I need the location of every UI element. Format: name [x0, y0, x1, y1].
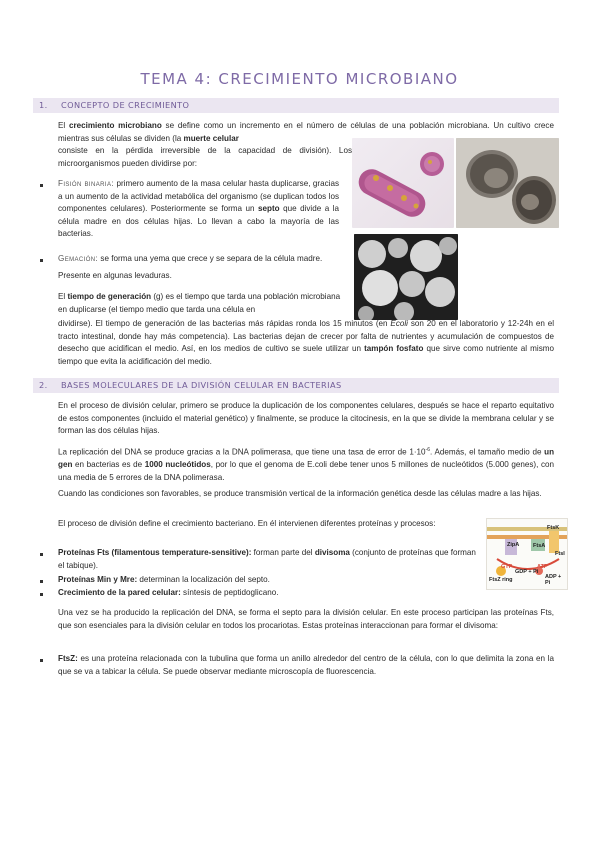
ftsi-label: FtsI: [555, 551, 565, 557]
term-label: Gemación:: [58, 254, 99, 263]
text: en bacterias es de: [72, 460, 145, 470]
text: determinan la localización del septo.: [137, 575, 270, 584]
text: es una proteína relacionada con la tubulina que forma un anillo alrededor del centro de la célula, con lo que delimita la zona en la que se va a tabicar la célula. Se puede observar mediante microscopía de fluorescencia.: [58, 654, 554, 676]
ftsa-label: FtsA: [533, 543, 546, 549]
s2-paragraph-3: Cuando las condiciones son favorables, se produce transmisión vertical de la información genética desde las células madre a las hijas.: [58, 489, 542, 498]
text: dividirse). El tiempo de generación de las bacterias más rápidas ronda los 15 minutos (en: [58, 319, 391, 328]
gemacion-paragraph: [58, 253, 348, 266]
atp-label: ATP: [537, 564, 548, 570]
text: (g) es el tiempo que tarda una población microbiana en duplicarse (el tiempo medio que tarda una célula en: [58, 292, 341, 314]
s2-paragraph-2: [58, 444, 554, 484]
text: que sirve como nutriente al mismo tiempo que evita la acidificación del medio.: [58, 344, 555, 366]
bullet: [40, 659, 43, 662]
ftsz-ring-label: FtsZ ring: [489, 577, 513, 583]
text: , por lo que el genoma de E.coli debe tener unos 5 millones de nucleótidos (5.000 genes), con una media de 5 errores de la DNA polimerasa.: [58, 460, 554, 482]
adp-label: ADP + Pi: [545, 574, 562, 586]
yeast-cells-illustration: [354, 234, 458, 320]
s2-paragraph-1: En el proceso de división celular, primero se produce la duplicación de los componentes celulares, después se hace el reparto equitativo de estos componentes (incluido el material genético) y finalmente, se produce la citocinesis, en la que se divide la membrana celular y se forman las dos células hijas.: [58, 401, 554, 436]
tem-bacteria-illustration: [456, 138, 559, 228]
text: son 20 en el laboratorio y 12-24h en el tracto intestinal, donde hay más competencia). Las bacterias dejan de crecer por falta de nutrientes y acumulación de compuestos de desecho que acidifican el medio. Así, en los medios de cultivo se suele utilizar un: [58, 319, 554, 354]
italic-term: Ecoli: [390, 319, 408, 328]
text: se forma una yema que crece y se separa de la célula madre.: [98, 254, 323, 263]
page-title: TEMA 4: CRECIMIENTO MICROBIANO: [140, 70, 459, 88]
text: . Además, el tamaño medio de: [430, 447, 545, 457]
gemacion-paragraph-cont: [58, 270, 348, 283]
text: El: [58, 121, 69, 130]
bullet: [40, 259, 43, 262]
generation-time-paragraph: [58, 291, 343, 316]
bold-term: crecimiento microbiano: [68, 121, 162, 130]
bullet: [40, 580, 43, 583]
section-number: 2.: [39, 380, 48, 390]
section-label: CONCEPTO DE CRECIMIENTO: [61, 100, 190, 110]
s2-paragraph-5: Una vez se ha producido la replicación del DNA, se forma el septo para la división celular. En este proceso participan las proteínas Fts, que son esenciales para la división celular en todos los procariotas. Estas proteínas interaccionan para formar el divisoma:: [58, 608, 554, 630]
section-label: BASES MOLECULARES DE LA DIVISIÓN CELULAR EN BACTERIAS: [61, 380, 342, 390]
bold-term: FtsZ:: [58, 654, 78, 663]
text: consiste en la pérdida irreversible de la capacidad de división). Los microorganismos pueden dividirse por:: [58, 146, 352, 168]
intro-paragraph-cont: [58, 145, 352, 170]
section-number: 1.: [39, 100, 48, 110]
yeast-budding-micrograph: [354, 234, 458, 320]
bullet: [40, 553, 43, 556]
bold-term: Proteínas Fts (filamentous temperature-sensitive):: [58, 548, 252, 557]
divisome-diagram: [486, 518, 568, 590]
section-2-header: [33, 378, 559, 393]
bold-term: tampón fosfato: [364, 344, 424, 354]
bold-term: septo: [258, 204, 280, 214]
generation-time-paragraph-cont: [58, 318, 554, 368]
text: forman parte del: [251, 548, 315, 557]
bullet: [40, 184, 43, 187]
gtp-label: GTP: [501, 564, 513, 570]
text: Presente en algunas levaduras.: [58, 271, 172, 280]
fts-proteins-item: [58, 547, 480, 572]
text: El: [58, 292, 68, 301]
zipa-label: ZipA: [507, 542, 520, 548]
gdp-label: GDP + Pi: [515, 569, 539, 575]
text: (conjunto de proteínas que forman el tabique).: [58, 548, 476, 570]
ftsz-item: [58, 653, 554, 678]
bacteria-micrograph-tem: [456, 138, 559, 228]
bold-term: 1000 nucleótidos: [144, 460, 211, 470]
bold-term: Proteínas Min y Mre:: [58, 575, 138, 584]
text: que divide a la célula madre en dos células hijas. Lo llevan a cabo la mayoría de las bacterias.: [58, 204, 340, 239]
bold-term: muerte celular: [183, 133, 239, 143]
min-mre-item: [58, 574, 480, 587]
bold-term: un gen: [58, 447, 555, 470]
term-label: Fisión binaria:: [58, 179, 114, 188]
text: síntesis de peptidoglicano.: [180, 588, 279, 597]
text: La replicación del DNA se produce gracias a la DNA polimerasa, que tiene una tasa de error de 1·10: [58, 447, 426, 457]
bullet: [40, 593, 43, 596]
superscript: -6: [425, 447, 430, 453]
bold-term: divisoma: [314, 548, 350, 557]
fision-binaria-paragraph: [58, 178, 339, 241]
text: se define como un incremento en el número de células de una población microbiana. Un cultivo crece mientras sus células se dividen (la: [58, 121, 554, 143]
bold-term: Crecimiento de la pared celular:: [58, 588, 181, 597]
ftsk-label: FtsK: [547, 525, 560, 531]
bacteria-micrograph-purple: [352, 138, 454, 228]
bold-term: tiempo de generación: [67, 292, 152, 301]
text: primero aumento de la masa celular hasta duplicarse, gracias a un aumento de la actividad metabólica del organismo (se duplican todos los componentes celulares). Posteriormente se forma un: [58, 179, 339, 214]
section-1-header: [33, 98, 559, 113]
cell-wall-item: [58, 587, 480, 600]
s2-paragraph-4: El proceso de división define el crecimiento bacteriano. En él intervienen diferentes proteínas y procesos:: [58, 519, 436, 528]
dividing-bacteria-illustration: [352, 138, 454, 228]
